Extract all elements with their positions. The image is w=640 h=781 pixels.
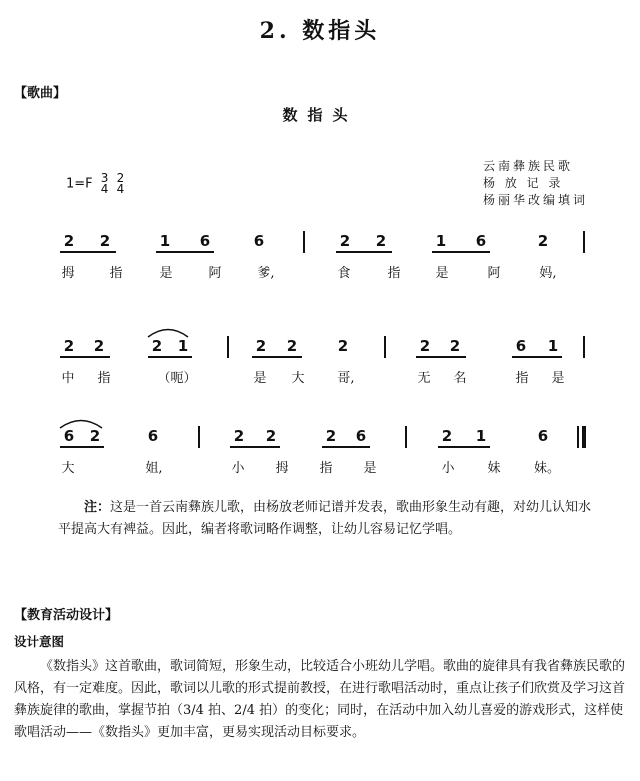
note: 2 bbox=[339, 232, 351, 250]
lyric: 是 bbox=[363, 461, 377, 476]
lyric: 是 bbox=[159, 266, 173, 281]
bar-line bbox=[583, 231, 585, 253]
lyric: 名 bbox=[453, 371, 467, 386]
note: 2 bbox=[537, 232, 549, 250]
underline bbox=[60, 446, 104, 448]
lyric: 大 bbox=[291, 371, 305, 386]
lyric: 指 bbox=[515, 371, 529, 386]
underline bbox=[148, 356, 192, 358]
note: 6 bbox=[537, 427, 549, 445]
underline bbox=[60, 356, 110, 358]
lyric: 阿 bbox=[208, 266, 222, 281]
note: 1 bbox=[547, 337, 559, 355]
note: 2 bbox=[286, 337, 298, 355]
note-label: 注： bbox=[84, 500, 111, 515]
note: 2 bbox=[151, 337, 163, 355]
lyric: 小 bbox=[231, 461, 245, 476]
note: 2 bbox=[441, 427, 453, 445]
lyric: 指 bbox=[387, 266, 401, 281]
bar-line bbox=[303, 231, 305, 253]
note: 1 bbox=[475, 427, 487, 445]
key-label: 1=F bbox=[66, 176, 93, 192]
song-credits bbox=[483, 158, 588, 209]
underline bbox=[438, 446, 490, 448]
note: 2 bbox=[99, 232, 111, 250]
lyric: 阿 bbox=[487, 266, 501, 281]
underline bbox=[432, 251, 490, 253]
lyric: 拇 bbox=[61, 266, 75, 281]
note: 6 bbox=[515, 337, 527, 355]
note: 2 bbox=[265, 427, 277, 445]
lyric: 食 bbox=[337, 266, 351, 281]
bar-line bbox=[405, 426, 407, 448]
meter-2-4: 2 4 bbox=[116, 171, 125, 196]
lyric: 无 bbox=[417, 371, 431, 386]
credit-notation: 杨 放 记 录 bbox=[482, 176, 564, 190]
note: 1 bbox=[177, 337, 189, 355]
note: 6 bbox=[199, 232, 211, 250]
bar-line bbox=[583, 336, 585, 358]
lyric: 中 bbox=[61, 371, 75, 386]
section-design-label: 【教育活动设计】 bbox=[14, 608, 119, 623]
bar-line bbox=[227, 336, 229, 358]
underline bbox=[252, 356, 302, 358]
bar-line bbox=[577, 426, 579, 448]
lyric: 爹, bbox=[257, 266, 275, 281]
lyric: 妹 bbox=[487, 461, 501, 476]
underline bbox=[322, 446, 370, 448]
note: 6 bbox=[147, 427, 159, 445]
note: 2 bbox=[337, 337, 349, 355]
note: 6 bbox=[355, 427, 367, 445]
bar-line bbox=[384, 336, 386, 358]
underline bbox=[156, 251, 214, 253]
underline bbox=[60, 251, 116, 253]
underline bbox=[336, 251, 392, 253]
lyric: 是 bbox=[253, 371, 267, 386]
page-title: 2. 数指头 bbox=[259, 18, 381, 44]
design-intent-text: 《数指头》这首歌曲，歌词简短，形象生动，比较适合小班幼儿学唱。歌曲的旋律具有我省彝族民歌的风格，有一定难度。因此，歌词以儿歌的形式提前教授，在进行歌唱活动时，重点让孩子们欣赏及学习这首彝族旋律的歌曲，掌握节拍（3/4 拍、2/4 拍）的变化；同时，在活动中加入幼儿喜爱的游戏形式，这样使歌唱活动——《数指头》更加丰富，更易实现活动目标要求。 bbox=[14, 659, 626, 740]
meter-3-4: 3 4 bbox=[100, 171, 109, 196]
note: 2 bbox=[419, 337, 431, 355]
lyric: 是 bbox=[435, 266, 449, 281]
lyric: 姐, bbox=[145, 461, 163, 476]
bar-line bbox=[198, 426, 200, 448]
lyric: 妹。 bbox=[533, 461, 560, 476]
design-intent-heading: 设计意图 bbox=[14, 634, 65, 649]
credit-lyrics: 杨丽华改编填词 bbox=[482, 193, 588, 207]
note: 6 bbox=[63, 427, 75, 445]
underline bbox=[512, 356, 562, 358]
song-title: 数指头 bbox=[282, 106, 358, 124]
lyric: 指 bbox=[97, 371, 111, 386]
note: 2 bbox=[375, 232, 387, 250]
underline bbox=[416, 356, 466, 358]
song-note bbox=[58, 497, 598, 541]
lyric: 指 bbox=[109, 266, 123, 281]
lyric: 哥, bbox=[337, 371, 355, 386]
key-signature bbox=[66, 173, 124, 195]
underline bbox=[230, 446, 280, 448]
note: 2 bbox=[63, 232, 75, 250]
note: 6 bbox=[253, 232, 265, 250]
lyric: 是 bbox=[551, 371, 565, 386]
credit-origin: 云南彝族民歌 bbox=[482, 159, 573, 173]
note: 2 bbox=[89, 427, 101, 445]
note: 2 bbox=[255, 337, 267, 355]
lyric: 大 bbox=[61, 461, 75, 476]
lyric: （呃） bbox=[157, 371, 197, 386]
lyric: 妈, bbox=[539, 266, 557, 281]
note-text: 这是一首云南彝族儿歌，由杨放老师记谱并发表，歌曲形象生动有趣，对幼儿认知水平提高大有裨益。因此，编者将歌词略作调整，让幼儿容易记忆学唱。 bbox=[58, 500, 592, 537]
note: 1 bbox=[159, 232, 171, 250]
note: 2 bbox=[325, 427, 337, 445]
section-song-label: 【歌曲】 bbox=[14, 86, 67, 101]
note: 2 bbox=[233, 427, 245, 445]
note: 2 bbox=[93, 337, 105, 355]
lyric: 拇 bbox=[275, 461, 289, 476]
lyric: 指 bbox=[319, 461, 333, 476]
note: 6 bbox=[475, 232, 487, 250]
note: 2 bbox=[63, 337, 75, 355]
note: 1 bbox=[435, 232, 447, 250]
lyric: 小 bbox=[441, 461, 455, 476]
note: 2 bbox=[449, 337, 461, 355]
final-bar-line bbox=[582, 426, 586, 448]
